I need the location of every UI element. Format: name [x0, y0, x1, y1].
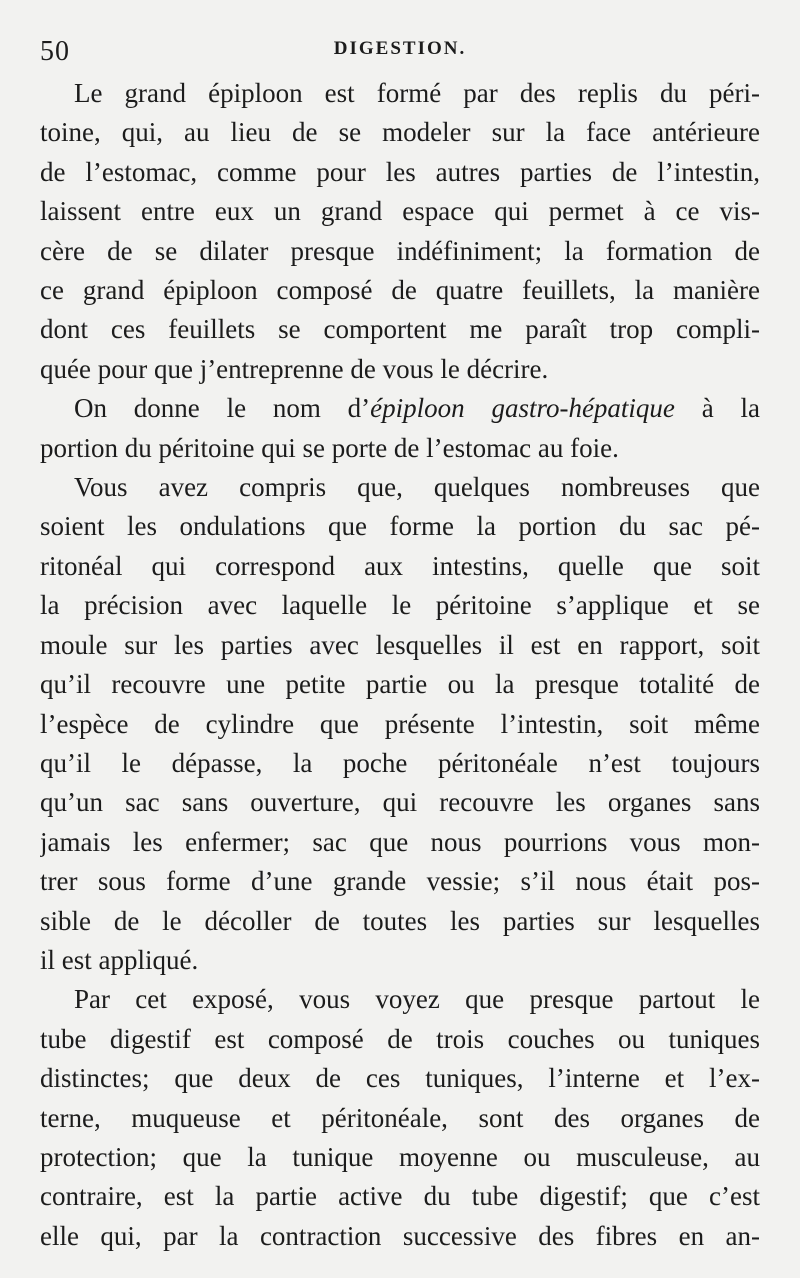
- text-line: de l’estomac, comme pour les autres parties de l’intestin,: [40, 156, 760, 187]
- text-line: cère de se dilater presque indéfiniment; la formation de: [40, 235, 760, 266]
- text-line: portion du péritoine qui se porte de l’estomac au foie.: [40, 432, 619, 463]
- text-line: sible de le décoller de toutes les parties sur lesquelles: [40, 905, 760, 936]
- text-line: soient les ondulations que forme la portion du sac pé-: [40, 511, 760, 542]
- text-line: moule sur les parties avec lesquelles il est en rapport, soit: [40, 629, 760, 660]
- text-line: l’espèce de cylindre que présente l’intestin, soit même: [40, 708, 760, 739]
- text-line: trer sous forme d’une grande vessie; s’il nous était pos-: [40, 866, 760, 897]
- paragraph-2: [40, 389, 760, 468]
- text-line: Par cet exposé, vous voyez que presque partout le: [74, 984, 760, 1015]
- text-run: à la: [674, 393, 760, 424]
- text-line: qu’un sac sans ouverture, qui recouvre les organes sans: [40, 787, 760, 818]
- text-line: il est appliqué.: [40, 944, 199, 975]
- text-line: ce grand épiploon composé de quatre feuillets, la manière: [40, 275, 760, 306]
- text-line: Vous avez compris que, quelques nombreuses que: [74, 472, 760, 503]
- page-body: [40, 74, 760, 1256]
- paragraph-3: [40, 468, 760, 980]
- paragraph-4: [40, 980, 760, 1256]
- text-line: qu’il le dépasse, la poche péritonéale n’est toujours: [40, 747, 760, 778]
- text-line: terne, muqueuse et péritonéale, sont des organes de: [40, 1102, 760, 1133]
- paragraph-1: [40, 74, 760, 389]
- text-line: qu’il recouvre une petite partie ou la presque totalité de: [40, 669, 760, 700]
- text-line: Le grand épiploon est formé par des replis du péri-: [74, 78, 760, 108]
- text-line: jamais les enfermer; sac que nous pourrions vous mon-: [40, 826, 760, 857]
- text-line: elle qui, par la contraction successive des fibres en an-: [40, 1220, 760, 1251]
- text-line: la précision avec laquelle le péritoine s’applique et se: [40, 590, 760, 621]
- page-header: [40, 28, 760, 67]
- text-line: [40, 389, 760, 428]
- running-head: DIGESTION.: [333, 38, 467, 59]
- text-line: dont ces feuillets se comportent me paraît trop compli-: [40, 314, 760, 345]
- text-line: protection; que la tunique moyenne ou musculeuse, au: [40, 1141, 760, 1172]
- text-line: quée pour que j’entreprenne de vous le décrire.: [40, 353, 549, 384]
- text-line: distinctes; que deux de ces tuniques, l’interne et l’ex-: [40, 1063, 760, 1094]
- text-line: tube digestif est composé de trois couches ou tuniques: [40, 1023, 760, 1054]
- page-number: 50: [40, 36, 70, 67]
- text-line: laissent entre eux un grand espace qui permet à ce vis-: [40, 196, 760, 227]
- text-line: toine, qui, au lieu de se modeler sur la face antérieure: [40, 117, 760, 148]
- text-line: ritonéal qui correspond aux intestins, quelle que soit: [40, 550, 760, 581]
- text-run: On donne le nom d’: [74, 393, 371, 424]
- italic-term: épiploon gastro-hépatique: [370, 393, 675, 424]
- text-line: contraire, est la partie active du tube digestif; que c’est: [40, 1181, 760, 1212]
